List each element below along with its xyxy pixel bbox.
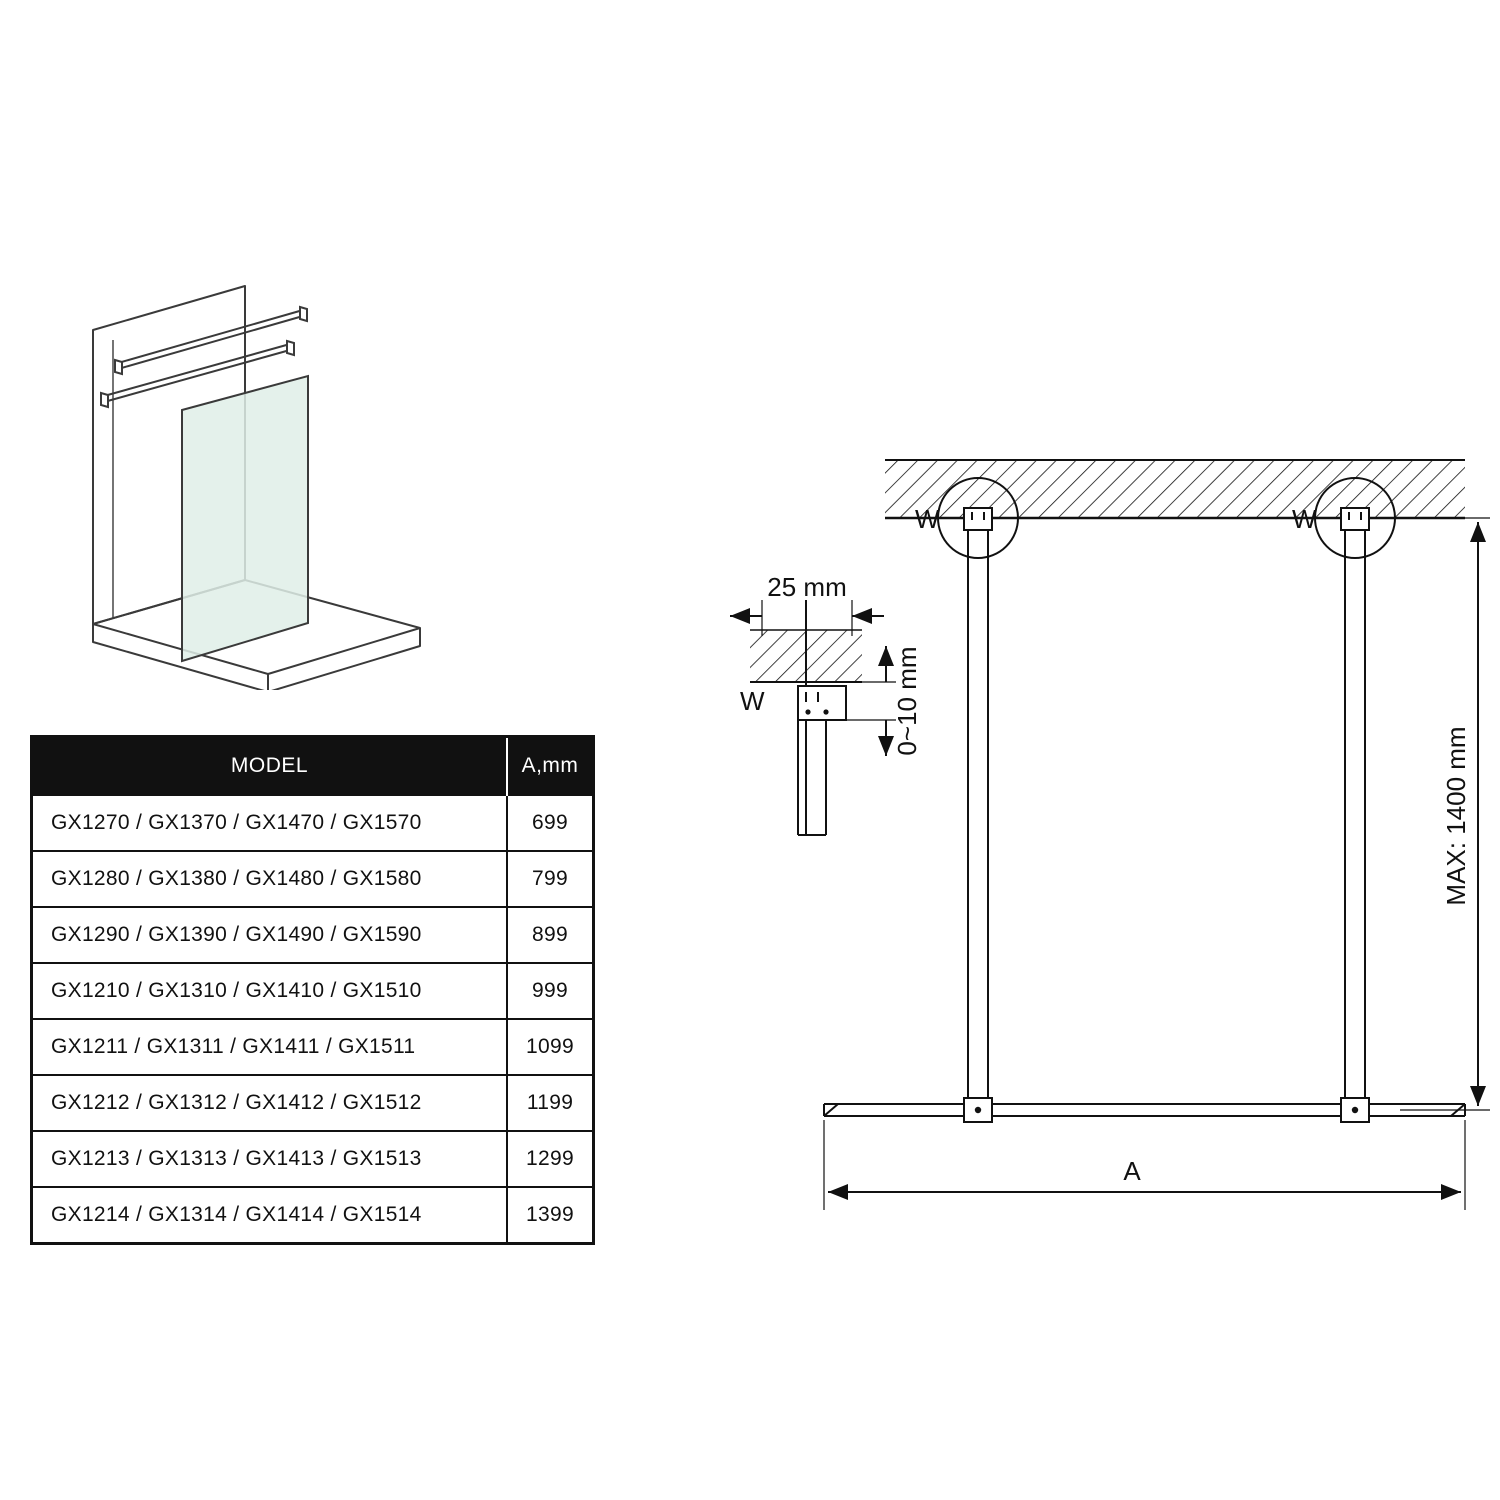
glass-panel	[182, 376, 308, 661]
wall-mount-detail	[730, 572, 922, 835]
cell-model: GX1210 / GX1310 / GX1410 / GX1510	[32, 963, 508, 1019]
cell-model: GX1270 / GX1370 / GX1470 / GX1570	[32, 795, 508, 851]
isometric-illustration	[60, 250, 480, 690]
detail-gap-label: 0~10 mm	[892, 646, 922, 756]
cell-model: GX1212 / GX1312 / GX1412 / GX1512	[32, 1075, 508, 1131]
detail-width-label: 25 mm	[767, 572, 847, 602]
cell-model: GX1280 / GX1380 / GX1480 / GX1580	[32, 851, 508, 907]
cell-a: 799	[507, 851, 594, 907]
table-row	[32, 963, 594, 1019]
table-body	[32, 795, 594, 1244]
cell-model: GX1213 / GX1313 / GX1413 / GX1513	[32, 1131, 508, 1187]
cell-a: 1299	[507, 1131, 594, 1187]
right-bottom-connector	[1341, 1098, 1369, 1122]
width-dimension	[824, 1120, 1465, 1210]
column-header-model: MODEL	[32, 737, 508, 796]
table-row	[32, 1131, 594, 1187]
cell-model: GX1214 / GX1314 / GX1414 / GX1514	[32, 1187, 508, 1244]
technical-drawing	[700, 420, 1500, 1280]
height-dimension	[1400, 518, 1490, 1110]
cell-model: GX1211 / GX1311 / GX1411 / GX1511	[32, 1019, 508, 1075]
table-row	[32, 907, 594, 963]
right-w-label: W	[1292, 504, 1317, 534]
table-header-row	[32, 737, 594, 796]
detail-w-label: W	[740, 686, 765, 716]
left-w-label: W	[915, 504, 940, 534]
table-row	[32, 1187, 594, 1244]
left-support-bar	[968, 518, 988, 1110]
width-label: A	[1123, 1156, 1141, 1186]
cell-a: 1099	[507, 1019, 594, 1075]
table-row	[32, 1019, 594, 1075]
right-support-bar	[1345, 518, 1365, 1110]
cell-a: 999	[507, 963, 594, 1019]
cell-a: 699	[507, 795, 594, 851]
cell-a: 1199	[507, 1075, 594, 1131]
table-row	[32, 851, 594, 907]
table-row	[32, 795, 594, 851]
cell-a: 1399	[507, 1187, 594, 1244]
column-header-a: A,mm	[507, 737, 594, 796]
height-label: MAX: 1400 mm	[1441, 726, 1471, 906]
cell-model: GX1290 / GX1390 / GX1490 / GX1590	[32, 907, 508, 963]
table-row	[32, 1075, 594, 1131]
tray-thickness-right	[268, 628, 420, 690]
left-bottom-connector	[964, 1098, 992, 1122]
cell-a: 899	[507, 907, 594, 963]
model-dimension-table	[30, 735, 595, 1245]
